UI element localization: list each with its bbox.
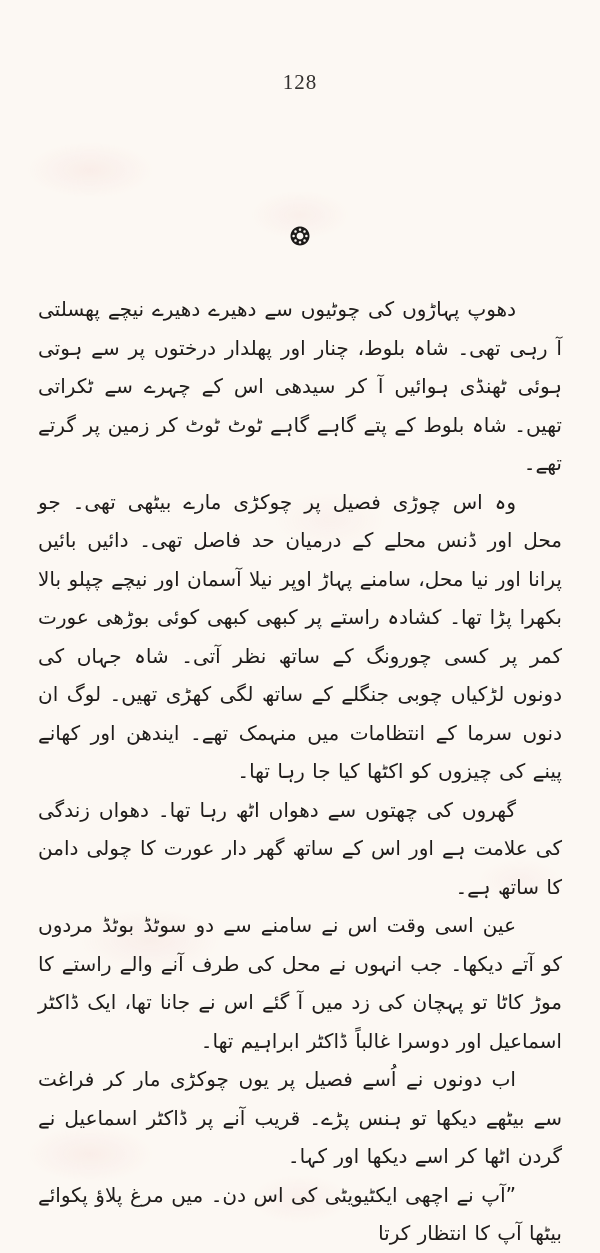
paragraph-2: وہ اس چوڑی فصیل پر چوکڑی مارے بیٹھی تھی۔ جو محل اور ڈنس محلے کے درمیان حد فاصل تھی۔ دائیں بائیں پرانا اور نیا محل، سامنے پہاڑ اوپر نیلا آسمان اور نیچے چپلو بالا بکھرا پڑا تھا۔ کشادہ راستے پر کبھی کبھی کوئی بوڑھی عورت کمر پر کسی چورونگ کے ساتھ نظر آتی۔ شاہ جہاں کی دونوں لڑکیاں چوبی جنگلے کے ساتھ لگی کھڑی تھیں۔ لوگ ان دنوں سرما کے انتظامات میں منہمک تھے۔ ایندھن اور کھانے پینے کی چیزوں کو اکٹھا کیا جا رہا تھا۔ bbox=[38, 489, 562, 783]
paragraph-6-dialogue: ”آپ نے اچھی ایکٹیویٹی کی اس دن۔ میں مرغ پلاؤ پکوائے بیٹھا آپ کا انتظار کرتا bbox=[38, 1182, 562, 1245]
paragraph-5: اب دونوں نے اُسے فصیل پر یوں چوکڑی مار کر فراغت سے بیٹھے دیکھا تو ہنس پڑے۔ قریب آنے پر ڈاکٹر اسماعیل نے گردن اٹھا کر اسے دیکھا اور کہا۔ bbox=[38, 1067, 562, 1168]
ring-ornament-icon bbox=[288, 224, 312, 248]
paragraph-1: دھوپ پہاڑوں کی چوٹیوں سے دھیرے دھیرے نیچے پھسلتی آ رہی تھی۔ شاہ بلوط، چنار اور پھلدار درختوں پر سے ہوتی ہوئی ٹھنڈی ہوائیں آ کر سیدھی اس کے چہرے سے ٹکراتی تھیں۔ شاہ بلوط کے پتے گاہے گاہے ٹوٹ ٹوٹ کر زمین پر گرتے تھے۔ bbox=[38, 297, 562, 475]
section-divider bbox=[0, 224, 600, 252]
paragraph-3: گھروں کی چھتوں سے دھواں اٹھ رہا تھا۔ دھواں زندگی کی علامت ہے اور اس کے ساتھ گھر دار عورت کا چولی دامن کا ساتھ ہے۔ bbox=[38, 797, 562, 899]
body-text bbox=[38, 290, 562, 1253]
paragraph-4: عین اسی وقت اس نے سامنے سے دو سوٹڈ بوٹڈ مردوں کو آتے دیکھا۔ جب انہوں نے محل کی طرف آنے والے راستے کا موڑ کاٹا تو پہچان کی زد میں آ گئے اس نے جانا تھا، ایک ڈاکٹر اسماعیل اور دوسرا غالباً ڈاکٹر ابراہیم تھا۔ bbox=[38, 913, 562, 1053]
page-number: 128 bbox=[282, 70, 318, 94]
